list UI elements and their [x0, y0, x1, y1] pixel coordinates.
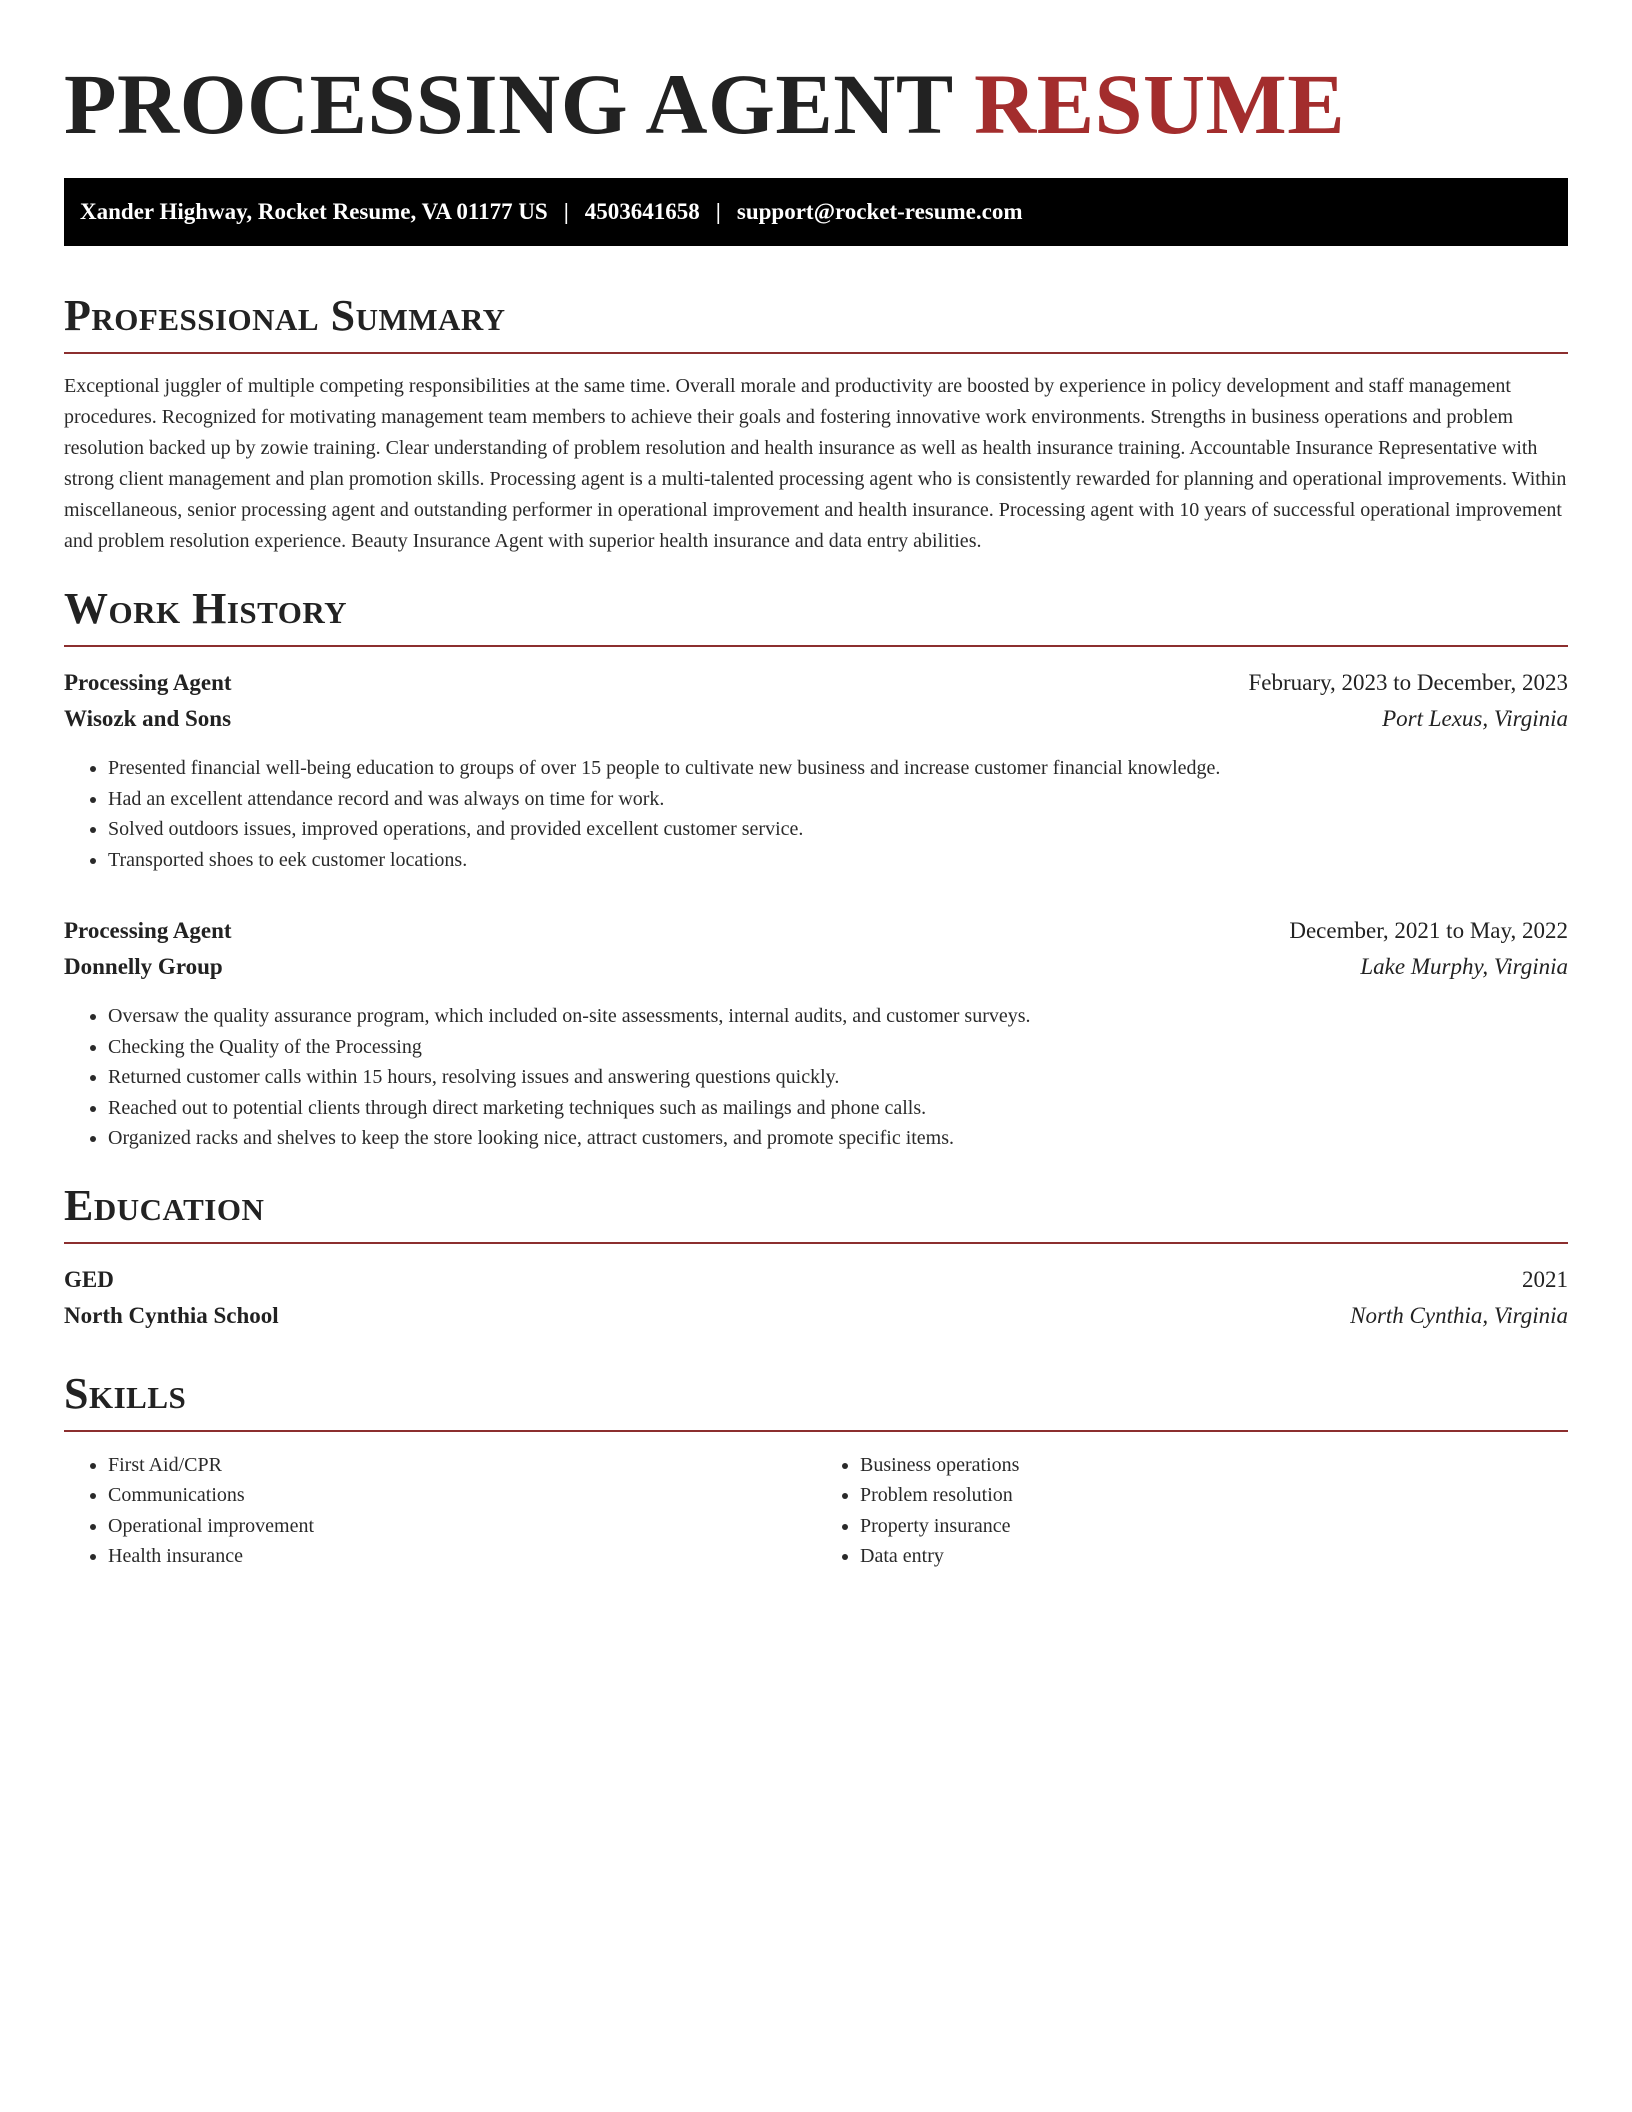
professional-summary-section	[64, 290, 1568, 557]
skills-list-left	[64, 1450, 816, 1572]
list-item: • Reached out to potential clients through direct marketing techniques such as mailings and phone calls.	[108, 1093, 1568, 1124]
education-degree: GED	[64, 1266, 114, 1292]
list-item: • Oversaw the quality assurance program, which included on-site assessments, internal audits, and customer surveys.	[108, 1001, 1568, 1032]
list-item: • Had an excellent attendance record and was always on time for work.	[108, 784, 1568, 815]
list-item: • Checking the Quality of the Processing	[108, 1032, 1568, 1063]
skill-item: • Data entry	[860, 1541, 1568, 1572]
section-divider	[64, 1430, 1568, 1432]
skill-item: • Communications	[108, 1480, 816, 1511]
title-accent: RESUME	[974, 56, 1346, 152]
list-item: • Organized racks and shelves to keep the store looking nice, attract customers, and promote specific items.	[108, 1123, 1568, 1154]
list-item: • Returned customer calls within 15 hours, resolving issues and answering questions quickly.	[108, 1062, 1568, 1093]
work-history-section	[64, 583, 1568, 1154]
skill-item: • Health insurance	[108, 1541, 816, 1572]
section-heading: Education	[64, 1180, 265, 1230]
job-company: Donnelly Group	[64, 954, 223, 979]
education-school: North Cynthia School	[64, 1302, 279, 1328]
skill-item: • Property insurance	[860, 1511, 1568, 1542]
job-title: Processing Agent	[64, 918, 232, 943]
skills-section	[64, 1368, 1568, 1572]
section-divider	[64, 352, 1568, 354]
contact-bar	[64, 178, 1568, 246]
job-bullets	[64, 1001, 1568, 1154]
skill-item: • Problem resolution	[860, 1480, 1568, 1511]
contact-separator: |	[715, 199, 721, 224]
education-entry	[64, 1262, 1568, 1334]
contact-email: support@rocket-resume.com	[736, 199, 1023, 224]
contact-address: Xander Highway, Rocket Resume, VA 01177 US	[80, 199, 548, 224]
contact-phone: 4503641658	[584, 199, 700, 224]
job-company: Wisozk and Sons	[64, 706, 232, 731]
job-entry	[64, 913, 1568, 1154]
title-main: PROCESSING AGENT	[64, 56, 953, 152]
skills-list-right	[816, 1450, 1568, 1572]
section-heading: Work History	[64, 584, 348, 633]
job-bullets	[64, 753, 1568, 875]
skill-item: • Operational improvement	[108, 1511, 816, 1542]
skill-item: • Business operations	[860, 1450, 1568, 1481]
job-dates: February, 2023 to December, 2023	[1248, 670, 1568, 695]
job-title: Processing Agent	[64, 670, 232, 695]
summary-text: Exceptional juggler of multiple competing responsibilities at the same time. Overall morale and productivity are boosted by experience in policy development and staff management procedures. Recognized for motivating management team members to achieve their goals and fostering innovative work environments. Strengths in business operations and problem resolution backed up by zowie training. Clear understanding of problem resolution and health insurance as well as health insurance training. Accountable Insurance Representative with strong client management and plan promotion skills. Processing agent is a multi-talented processing agent who is consistently rewarded for planning and operational improvements. Within miscellaneous, senior processing agent and outstanding performer in operational improvement and health insurance. Processing agent with 10 years of successful operational improvement and problem resolution experience. Beauty Insurance Agent with superior health insurance and data entry abilities.	[64, 375, 1567, 552]
job-entry	[64, 665, 1568, 875]
section-heading: Skills	[64, 1368, 187, 1418]
education-year: 2021	[1522, 1266, 1568, 1292]
resume-title	[64, 0, 1568, 150]
contact-separator: |	[563, 199, 569, 224]
job-location: Port Lexus, Virginia	[1382, 706, 1568, 731]
list-item: • Presented financial well-being education to groups of over 15 people to cultivate new business and increase customer financial knowledge.	[108, 753, 1568, 784]
education-location: North Cynthia, Virginia	[1350, 1302, 1568, 1328]
section-divider	[64, 1242, 1568, 1244]
skill-item: • First Aid/CPR	[108, 1450, 816, 1481]
list-item: • Solved outdoors issues, improved operations, and provided excellent customer service.	[108, 814, 1568, 845]
job-location: Lake Murphy, Virginia	[1360, 954, 1568, 979]
education-section	[64, 1180, 1568, 1334]
section-divider	[64, 645, 1568, 647]
skills-grid	[64, 1450, 1568, 1572]
list-item: • Transported shoes to eek customer locations.	[108, 845, 1568, 876]
job-dates: December, 2021 to May, 2022	[1289, 918, 1568, 943]
section-heading: Professional Summary	[64, 291, 506, 340]
